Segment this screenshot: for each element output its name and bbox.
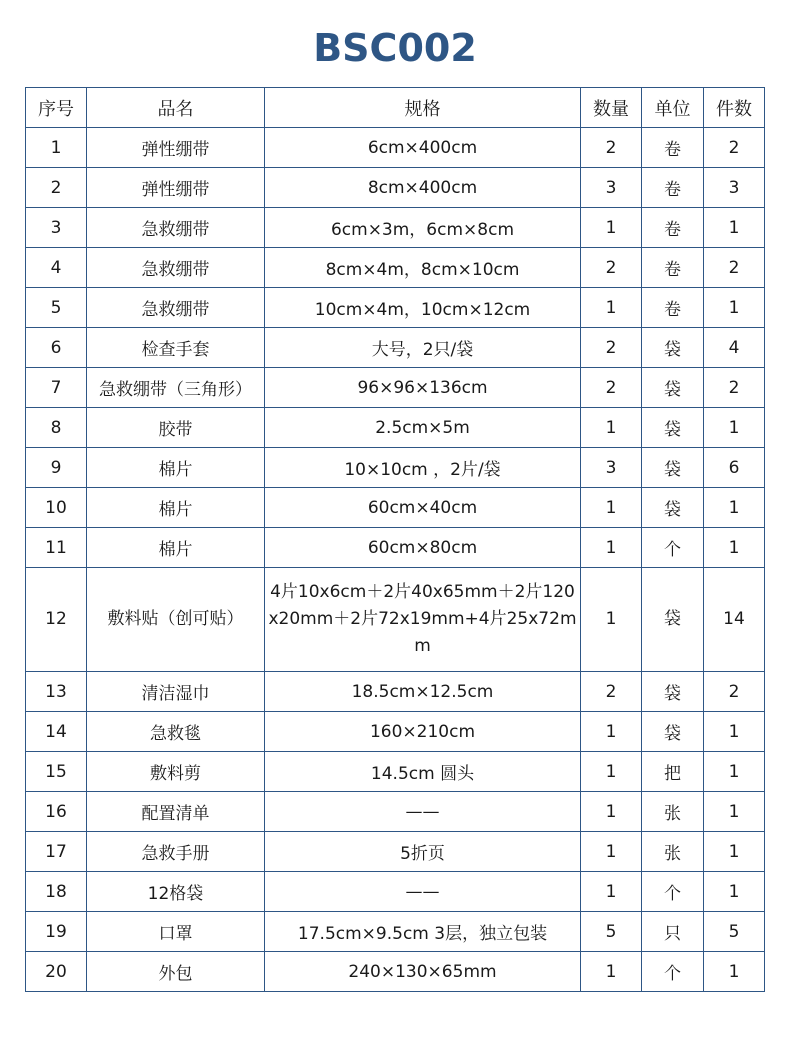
table-row xyxy=(26,488,765,528)
cell-no: 5 xyxy=(26,288,87,328)
table-row xyxy=(26,832,765,872)
cell-unit: 张 xyxy=(642,792,704,832)
cell-spec: 240×130×65mm xyxy=(265,952,581,992)
cell-no: 12 xyxy=(26,568,87,672)
cell-pieces: 1 xyxy=(704,488,765,528)
cell-no: 1 xyxy=(26,128,87,168)
cell-pieces: 4 xyxy=(704,328,765,368)
cell-pieces: 1 xyxy=(704,288,765,328)
cell-unit: 卷 xyxy=(642,248,704,288)
cell-unit: 个 xyxy=(642,952,704,992)
table-row xyxy=(26,912,765,952)
cell-pieces: 2 xyxy=(704,672,765,712)
cell-no: 8 xyxy=(26,408,87,448)
cell-pieces: 1 xyxy=(704,872,765,912)
table-row xyxy=(26,408,765,448)
cell-unit: 卷 xyxy=(642,128,704,168)
cell-qty: 2 xyxy=(581,672,642,712)
table-row xyxy=(26,528,765,568)
cell-spec: 96×96×136cm xyxy=(265,368,581,408)
cell-name: 急救绷带 xyxy=(87,288,265,328)
cell-pieces: 1 xyxy=(704,528,765,568)
cell-unit: 把 xyxy=(642,752,704,792)
cell-qty: 1 xyxy=(581,792,642,832)
cell-name: 检查手套 xyxy=(87,328,265,368)
cell-name: 敷料贴（创可贴） xyxy=(87,568,265,672)
cell-no: 9 xyxy=(26,448,87,488)
cell-spec: 18.5cm×12.5cm xyxy=(265,672,581,712)
cell-unit: 张 xyxy=(642,832,704,872)
cell-name: 急救绷带 xyxy=(87,208,265,248)
cell-qty: 1 xyxy=(581,712,642,752)
cell-name: 口罩 xyxy=(87,912,265,952)
table-row xyxy=(26,872,765,912)
cell-no: 2 xyxy=(26,168,87,208)
cell-no: 16 xyxy=(26,792,87,832)
cell-name: 急救毯 xyxy=(87,712,265,752)
page-title: BSC002 xyxy=(313,26,477,70)
cell-no: 15 xyxy=(26,752,87,792)
cell-qty: 1 xyxy=(581,568,642,672)
table-row xyxy=(26,168,765,208)
cell-name: 棉片 xyxy=(87,528,265,568)
cell-qty: 2 xyxy=(581,328,642,368)
table-row xyxy=(26,792,765,832)
cell-qty: 1 xyxy=(581,408,642,448)
cell-pieces: 2 xyxy=(704,368,765,408)
cell-spec: 8cm×400cm xyxy=(265,168,581,208)
cell-qty: 1 xyxy=(581,832,642,872)
table-row xyxy=(26,672,765,712)
cell-spec: 14.5cm 圆头 xyxy=(265,752,581,792)
header-name: 品名 xyxy=(87,88,265,128)
cell-qty: 3 xyxy=(581,448,642,488)
cell-no: 10 xyxy=(26,488,87,528)
cell-name: 外包 xyxy=(87,952,265,992)
cell-name: 棉片 xyxy=(87,448,265,488)
cell-name: 急救手册 xyxy=(87,832,265,872)
cell-qty: 1 xyxy=(581,752,642,792)
cell-no: 13 xyxy=(26,672,87,712)
cell-spec: 8cm×4m，8cm×10cm xyxy=(265,248,581,288)
header-spec: 规格 xyxy=(265,88,581,128)
table-row xyxy=(26,288,765,328)
cell-name: 急救绷带（三角形） xyxy=(87,368,265,408)
cell-unit: 袋 xyxy=(642,712,704,752)
cell-unit: 袋 xyxy=(642,328,704,368)
cell-qty: 1 xyxy=(581,488,642,528)
cell-spec: 2.5cm×5m xyxy=(265,408,581,448)
packing-list-table xyxy=(25,87,765,992)
cell-qty: 1 xyxy=(581,952,642,992)
cell-unit: 袋 xyxy=(642,448,704,488)
cell-spec: 10×10cm ，2片/袋 xyxy=(265,448,581,488)
cell-qty: 2 xyxy=(581,248,642,288)
cell-unit: 卷 xyxy=(642,168,704,208)
cell-pieces: 6 xyxy=(704,448,765,488)
cell-no: 19 xyxy=(26,912,87,952)
cell-spec: 17.5cm×9.5cm 3层，独立包装 xyxy=(265,912,581,952)
cell-unit: 袋 xyxy=(642,672,704,712)
cell-pieces: 1 xyxy=(704,752,765,792)
table-row xyxy=(26,368,765,408)
table-row xyxy=(26,208,765,248)
cell-no: 6 xyxy=(26,328,87,368)
cell-spec: 60cm×80cm xyxy=(265,528,581,568)
cell-qty: 2 xyxy=(581,368,642,408)
cell-name: 急救绷带 xyxy=(87,248,265,288)
cell-qty: 3 xyxy=(581,168,642,208)
cell-spec: 6cm×400cm xyxy=(265,128,581,168)
cell-qty: 5 xyxy=(581,912,642,952)
cell-unit: 袋 xyxy=(642,368,704,408)
cell-name: 清洁湿巾 xyxy=(87,672,265,712)
table-row xyxy=(26,712,765,752)
cell-no: 20 xyxy=(26,952,87,992)
cell-name: 敷料剪 xyxy=(87,752,265,792)
cell-no: 11 xyxy=(26,528,87,568)
cell-pieces: 3 xyxy=(704,168,765,208)
cell-spec: 6cm×3m，6cm×8cm xyxy=(265,208,581,248)
header-qty: 数量 xyxy=(581,88,642,128)
cell-qty: 1 xyxy=(581,208,642,248)
cell-pieces: 5 xyxy=(704,912,765,952)
cell-pieces: 1 xyxy=(704,792,765,832)
cell-no: 18 xyxy=(26,872,87,912)
header-unit: 单位 xyxy=(642,88,704,128)
cell-pieces: 1 xyxy=(704,832,765,872)
cell-name: 棉片 xyxy=(87,488,265,528)
header-pieces: 件数 xyxy=(704,88,765,128)
table-row xyxy=(26,952,765,992)
cell-name: 12格袋 xyxy=(87,872,265,912)
cell-pieces: 1 xyxy=(704,712,765,752)
cell-unit: 袋 xyxy=(642,488,704,528)
cell-unit: 只 xyxy=(642,912,704,952)
cell-qty: 1 xyxy=(581,872,642,912)
cell-spec: 10cm×4m，10cm×12cm xyxy=(265,288,581,328)
cell-qty: 1 xyxy=(581,528,642,568)
cell-spec: —— xyxy=(265,792,581,832)
cell-pieces: 2 xyxy=(704,248,765,288)
cell-unit: 卷 xyxy=(642,288,704,328)
table-row xyxy=(26,752,765,792)
cell-pieces: 2 xyxy=(704,128,765,168)
cell-spec: 160×210cm xyxy=(265,712,581,752)
table-header-row xyxy=(26,88,765,128)
cell-unit: 个 xyxy=(642,872,704,912)
cell-unit: 卷 xyxy=(642,208,704,248)
cell-pieces: 1 xyxy=(704,408,765,448)
cell-spec: 60cm×40cm xyxy=(265,488,581,528)
cell-unit: 袋 xyxy=(642,408,704,448)
cell-spec: 5折页 xyxy=(265,832,581,872)
table-row xyxy=(26,128,765,168)
cell-pieces: 14 xyxy=(704,568,765,672)
table-row xyxy=(26,448,765,488)
cell-name: 胶带 xyxy=(87,408,265,448)
cell-no: 7 xyxy=(26,368,87,408)
cell-pieces: 1 xyxy=(704,208,765,248)
cell-no: 4 xyxy=(26,248,87,288)
cell-spec: —— xyxy=(265,872,581,912)
cell-name: 配置清单 xyxy=(87,792,265,832)
cell-name: 弹性绷带 xyxy=(87,168,265,208)
header-no: 序号 xyxy=(26,88,87,128)
cell-no: 3 xyxy=(26,208,87,248)
cell-spec: 4片10x6cm＋2片40x65mm＋2片120x20mm＋2片72x19mm+4片25x72mm xyxy=(265,568,581,672)
cell-qty: 1 xyxy=(581,288,642,328)
cell-unit: 个 xyxy=(642,528,704,568)
cell-spec: 大号，2只/袋 xyxy=(265,328,581,368)
cell-unit: 袋 xyxy=(642,568,704,672)
table-row xyxy=(26,248,765,288)
cell-no: 17 xyxy=(26,832,87,872)
cell-qty: 2 xyxy=(581,128,642,168)
cell-name: 弹性绷带 xyxy=(87,128,265,168)
table-body xyxy=(26,128,765,992)
cell-no: 14 xyxy=(26,712,87,752)
table-row xyxy=(26,328,765,368)
table-row xyxy=(26,568,765,672)
cell-pieces: 1 xyxy=(704,952,765,992)
